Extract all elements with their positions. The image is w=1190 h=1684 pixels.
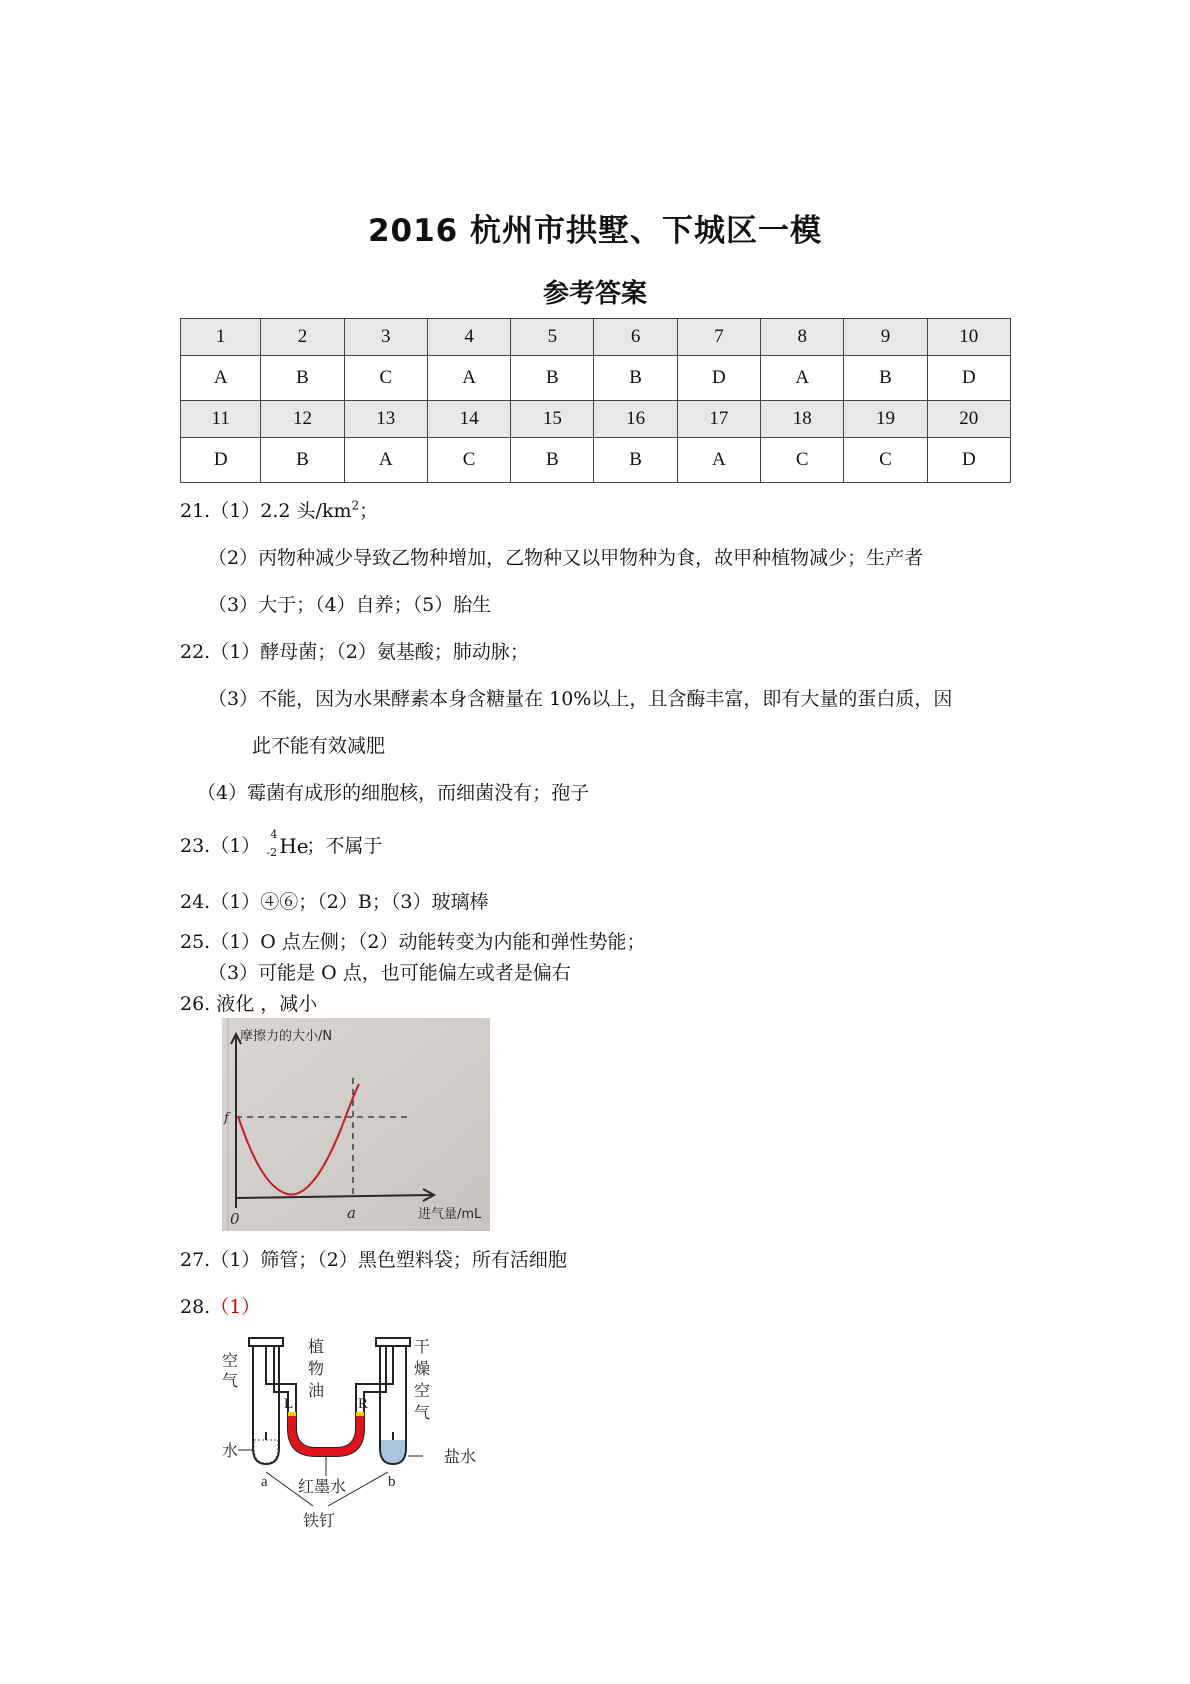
answer-letter-cell: C xyxy=(844,438,927,483)
page-title: 2016 杭州市拱墅、下城区一模 xyxy=(367,213,823,249)
label-water: 水 xyxy=(222,1441,239,1460)
q21-answer1: 21.（1）2.2 头/km xyxy=(180,500,352,522)
q22-line4: （4）霉菌有成形的细胞核，而细菌没有；孢子 xyxy=(197,782,590,804)
x-axis-label: 进气量/mL xyxy=(418,1207,482,1222)
question-number-cell: 4 xyxy=(427,319,510,356)
q21-line3: （3）大于；（4）自养；（5）胎生 xyxy=(208,594,492,616)
question-number-cell: 2 xyxy=(261,319,344,356)
q23-line1 xyxy=(180,828,383,859)
question-number-cell: 5 xyxy=(511,319,594,356)
answer-letter-cell: B xyxy=(594,356,677,401)
answer-letter-cell: B xyxy=(261,356,344,401)
answer-letter-cell: D xyxy=(181,438,261,483)
answer-letter-cell: B xyxy=(594,438,677,483)
q21-superscript: 2 xyxy=(351,498,360,513)
x-mark-label: a xyxy=(347,1204,356,1222)
label-left-tube: L xyxy=(284,1396,294,1412)
y-mark-label: f xyxy=(224,1111,229,1126)
label-right-tube: R xyxy=(358,1396,369,1412)
answer-letter-cell: D xyxy=(927,356,1010,401)
friction-graph xyxy=(222,1018,490,1231)
q28-part-label: （1） xyxy=(210,1296,261,1318)
q24-line1: 24.（1）④⑥；（2）B；（3）玻璃棒 xyxy=(180,891,489,913)
salt-water-fill-b xyxy=(381,1440,405,1463)
label-air-1: 空 xyxy=(222,1351,239,1370)
answer-letter-cell: B xyxy=(511,438,594,483)
question-number-cell: 20 xyxy=(927,401,1010,438)
question-number-cell: 9 xyxy=(844,319,927,356)
answer-letter-row xyxy=(181,438,1011,483)
label-red-ink: 红墨水 xyxy=(298,1477,347,1496)
answer-letter-cell: B xyxy=(511,356,594,401)
answer-letter-cell: A xyxy=(181,356,261,401)
page-subtitle: 参考答案 xyxy=(542,279,647,309)
label-oil-2: 物 xyxy=(308,1359,325,1378)
label-tube-b: b xyxy=(388,1474,396,1490)
q25-line1: 25.（1）O 点左侧；（2）动能转变为内能和弹性势能； xyxy=(180,931,646,953)
q22-line1: 22.（1）酵母菌；（2）氨基酸；肺动脉； xyxy=(180,641,529,663)
label-nail: 铁钉 xyxy=(303,1511,336,1530)
label-oil-1: 植 xyxy=(308,1337,325,1356)
question-number-cell: 15 xyxy=(511,401,594,438)
question-number-cell: 19 xyxy=(844,401,927,438)
answer-letter-cell: A xyxy=(344,438,427,483)
isotope-lower-number: -2 xyxy=(266,846,278,859)
label-dryair-2: 燥 xyxy=(414,1359,431,1378)
stopper-a xyxy=(249,1338,283,1346)
question-number-cell: 14 xyxy=(427,401,510,438)
answer-letter-cell: C xyxy=(344,356,427,401)
y-axis-label: 摩擦力的大小/N xyxy=(240,1029,333,1044)
q23-suffix: ；不属于 xyxy=(306,835,383,857)
answer-letter-cell: B xyxy=(261,438,344,483)
q28-prefix: 28. xyxy=(180,1296,211,1318)
question-number-cell: 6 xyxy=(594,319,677,356)
question-number-cell: 7 xyxy=(677,319,760,356)
q25-line2: （3）可能是 O 点，也可能偏左或者是偏右 xyxy=(208,962,571,984)
isotope-mass-number: 4 xyxy=(270,828,278,841)
answer-letter-cell: C xyxy=(761,438,844,483)
q22-line2: （3）不能，因为水果酵素本身含糖量在 10%以上，且含酶丰富，即有大量的蛋白质，因 xyxy=(208,688,953,710)
question-number-cell: 3 xyxy=(344,319,427,356)
question-number-cell: 18 xyxy=(761,401,844,438)
question-number-cell: 12 xyxy=(261,401,344,438)
photo-background xyxy=(222,1018,490,1231)
answer-letter-cell: D xyxy=(677,356,760,401)
answer-letter-cell: A xyxy=(761,356,844,401)
q21-line1 xyxy=(180,496,378,523)
answer-letter-cell: A xyxy=(427,356,510,401)
answer-letter-cell: C xyxy=(427,438,510,483)
question-number-cell: 11 xyxy=(181,401,261,438)
q21-punct: ； xyxy=(359,500,379,522)
answer-table xyxy=(180,318,1011,483)
label-salt-water: 盐水 xyxy=(444,1447,477,1466)
isotope-symbol: He xyxy=(279,834,309,858)
question-number-cell: 1 xyxy=(181,319,261,356)
helium-isotope-notation xyxy=(266,828,309,859)
oil-layer-left xyxy=(288,1412,296,1416)
label-air-2: 气 xyxy=(222,1371,239,1390)
question-number-cell: 17 xyxy=(677,401,760,438)
question-number-row xyxy=(181,319,1011,356)
q27-line1: 27.（1）筛管；（2）黑色塑料袋；所有活细胞 xyxy=(180,1249,567,1271)
q26-line1: 26. 液化 ，减小 xyxy=(180,993,318,1015)
q23-prefix: 23.（1） xyxy=(180,835,261,857)
apparatus-svg xyxy=(218,1336,498,1536)
origin-label: 0 xyxy=(230,1210,240,1228)
red-ink-fill xyxy=(288,1416,364,1456)
answer-letter-row xyxy=(181,356,1011,401)
label-dryair-1: 干 xyxy=(414,1337,431,1356)
friction-graph-photo xyxy=(222,1018,490,1231)
label-tube-a: a xyxy=(261,1474,268,1490)
answer-letter-cell: D xyxy=(927,438,1010,483)
q22-line3: 此不能有效减肥 xyxy=(252,735,386,757)
label-dryair-4: 气 xyxy=(414,1403,431,1422)
rust-experiment-diagram xyxy=(218,1336,498,1536)
question-number-cell: 8 xyxy=(761,319,844,356)
stopper-b xyxy=(376,1338,410,1346)
q28-line1 xyxy=(180,1292,260,1319)
question-number-cell: 16 xyxy=(594,401,677,438)
label-oil-3: 油 xyxy=(308,1381,325,1400)
oil-layer-right xyxy=(356,1412,364,1416)
answer-letter-cell: B xyxy=(844,356,927,401)
water-fill-a xyxy=(254,1440,278,1463)
answer-letter-cell: A xyxy=(677,438,760,483)
question-number-cell: 10 xyxy=(927,319,1010,356)
question-number-row xyxy=(181,401,1011,438)
q21-line2: （2）丙物种减少导致乙物种增加，乙物种又以甲物种为食，故甲种植物减少；生产者 xyxy=(208,547,924,569)
label-dryair-3: 空 xyxy=(414,1381,431,1400)
question-number-cell: 13 xyxy=(344,401,427,438)
